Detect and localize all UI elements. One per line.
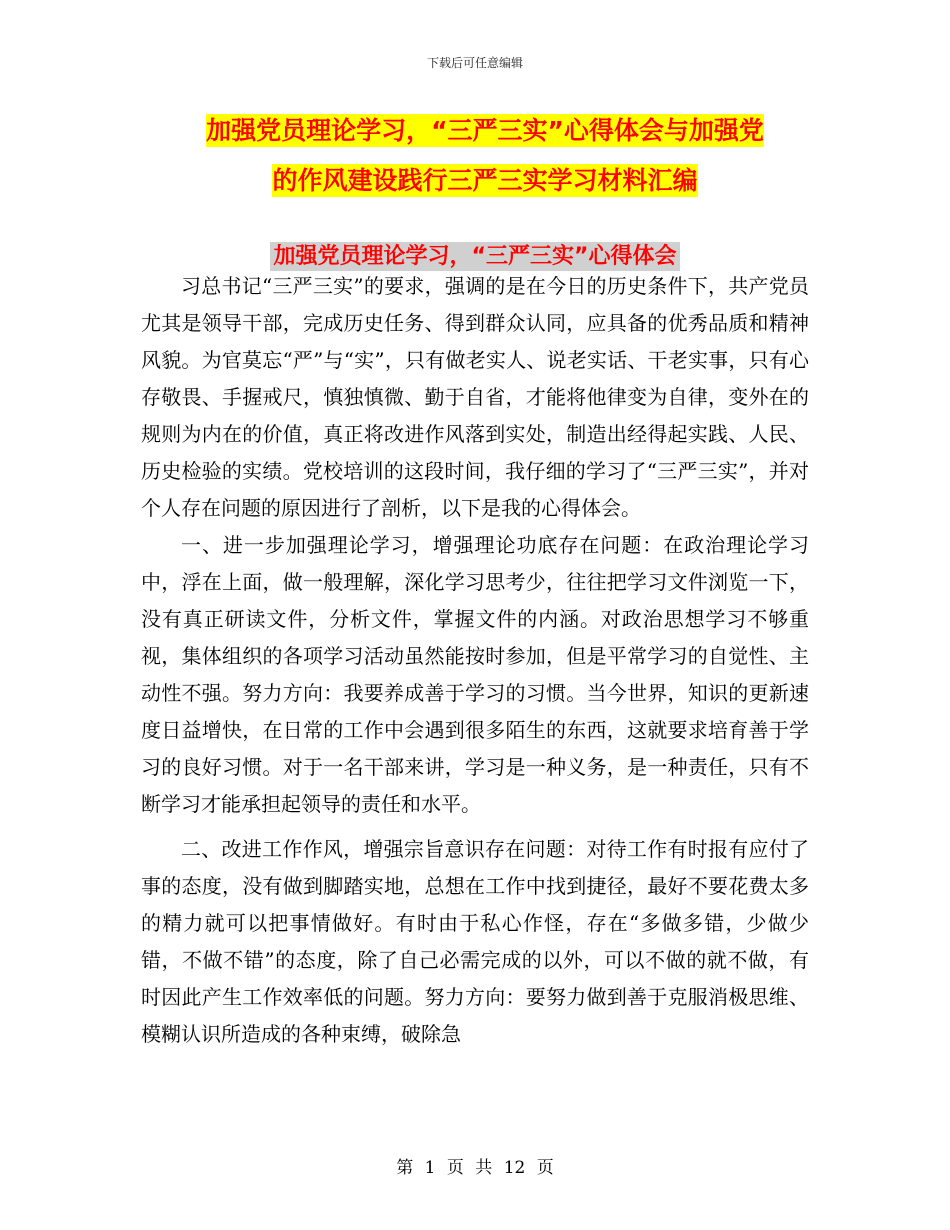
- paragraph-section-2: 二、改进工作作风，增强宗旨意识存在问题：对待工作有时报有应付了事的态度，没有做到脚踏实地，总想在工作中找到捷径，最好不要花费太多的精力就可以把事情做好。有时由于私心作怪，存在“多做多错，少做少错，不做不错”的态度，除了自己必需完成的以外，可以不做的就不做，有时因此产生工作效率低的问题。努力方向：要努力做到善于克服消极思维、模糊认识所造成的各种束缚，破除急: [141, 837, 809, 1046]
- body-text: [141, 268, 809, 1053]
- main-title-line-1: 加强党员理论学习，“三严三实”心得体会与加强党: [206, 116, 764, 145]
- page-header-note: 下载后可任意编辑: [426, 56, 523, 70]
- section-title: [0, 243, 950, 271]
- main-title-line-2: 的作风建设践行三严三实学习材料汇编: [272, 166, 698, 195]
- main-title: [160, 106, 810, 206]
- paragraph-section-1: 一、进一步加强理论学习，增强理论功底存在问题：在政治理论学习中，浮在上面，做一般理解，深化学习思考少，往往把学习文件浏览一下，没有真正研读文件，分析文件，掌握文件的内涵。对政治思想学习不够重视，集体组织的各项学习活动虽然能按时参加，但是平常学习的自觉性、主动性不强。努力方向：我要养成善于学习的习惯。当今世界，知识的更新速度日益增快，在日常的工作中会遇到很多陌生的东西，这就要求培育善于学习的良好习惯。对于一名干部来讲，学习是一种义务，是一种责任，只有不断学习才能承担起领导的责任和水平。: [141, 533, 809, 816]
- paragraph-intro: 习总书记“三严三实”的要求，强调的是在今日的历史条件下，共产党员尤其是领导干部，完成历史任务、得到群众认同，应具备的优秀品质和精神风貌。为官莫忘“严”与“实”，只有做老实人、说老实话、干老实事，只有心存敬畏、手握戒尺，慎独慎微、勤于自省，才能将他律变为自律，变外在的规则为内在的价值，真正将改进作风落到实处，制造出经得起实践、人民、历史检验的实绩。党校培训的这段时间，我仔细的学习了“三严三实”，并对个人存在问题的原因进行了剖析，以下是我的心得体会。: [141, 274, 809, 520]
- page-number-footer: 第 1 页 共 12 页: [396, 1158, 554, 1178]
- section-title-text: 加强党员理论学习，“三严三实”心得体会: [270, 242, 681, 271]
